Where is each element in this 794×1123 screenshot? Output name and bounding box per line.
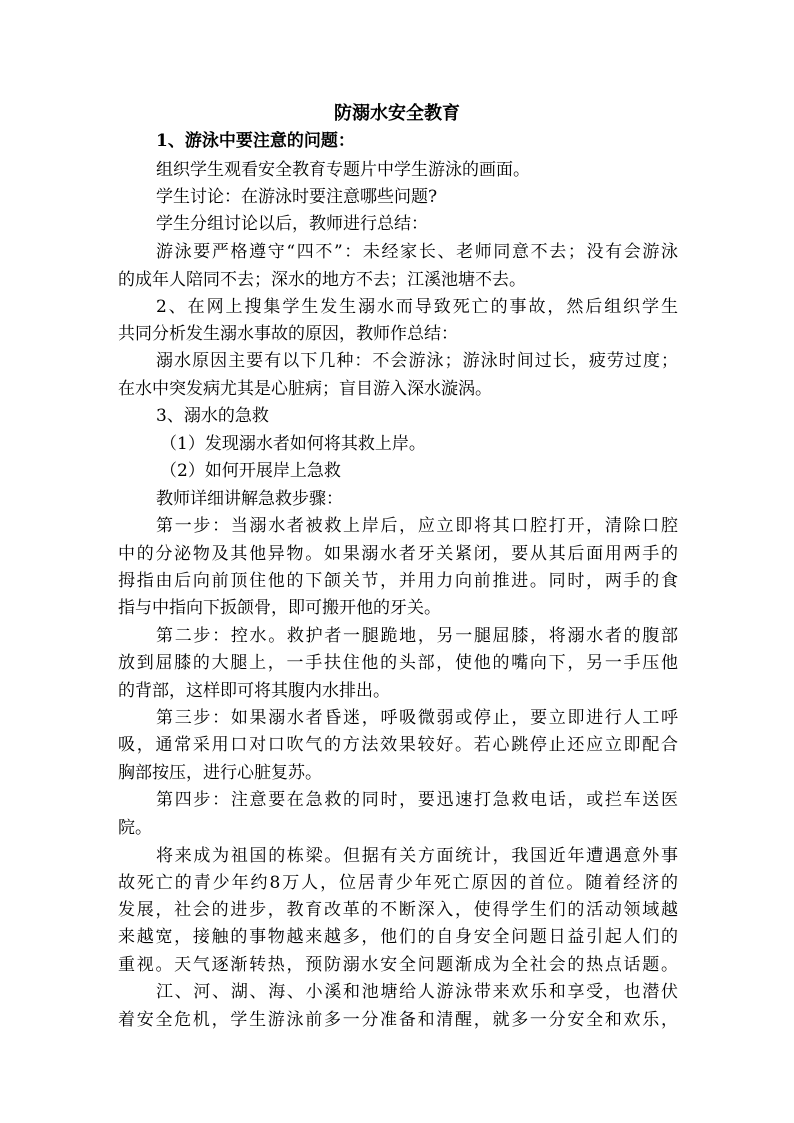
paragraph-line: 游泳要严格遵守“四不”：未经家长、老师同意不去；没有会游泳 (156, 242, 678, 262)
paragraph-line: 在水中突发病尤其是心脏病；盲目游入深水漩涡。 (118, 379, 492, 399)
paragraph-line: 共同分析发生溺水事故的原因，教师作总结： (118, 324, 458, 344)
paragraph-line: 第一步：当溺水者被救上岸后，应立即将其口腔打开，清除口腔 (156, 516, 678, 536)
paragraph-line: 发展，社会的进步，教育改革的不断深入，使得学生们的活动领域越 (118, 900, 678, 920)
paragraph-line: 第二步：控水。救护者一腿跪地，另一腿屈膝，将溺水者的腹部 (156, 626, 678, 646)
paragraph-line: 将来成为祖国的栋梁。但据有关方面统计，我国近年遭遇意外事 (156, 846, 678, 866)
paragraph-line: 第四步：注意要在急救的同时，要迅速打急救电话，或拦车送医 (156, 790, 678, 810)
paragraph-line: 吸，通常采用口对口吹气的方法效果较好。若心跳停止还应立即配合 (118, 735, 678, 755)
paragraph-line: 放到屈膝的大腿上，一手扶住他的头部，使他的嘴向下，另一手压他 (118, 653, 678, 673)
paragraph-line: 拇指由后向前顶住他的下颌关节，并用力向前推进。同时，两手的食 (118, 571, 678, 591)
paragraph-line: 教师详细讲解急救步骤： (156, 489, 343, 509)
paragraph-line: 的成年人陪同不去；深水的地方不去；江溪池塘不去。 (118, 270, 526, 290)
section-heading: 3、溺水的急救 (156, 406, 269, 426)
list-item: （2）如何开展岸上急救 (160, 461, 341, 481)
section-heading: 2、在网上搜集学生发生溺水而导致死亡的事故，然后组织学生 (156, 297, 678, 317)
list-item: （1）发现溺水者如何将其救上岸。 (160, 434, 426, 454)
paragraph-line: 故死亡的青少年约8万人，位居青少年死亡原因的首位。随着经济的 (118, 873, 678, 893)
paragraph-line: 溺水原因主要有以下几种：不会游泳；游泳时间过长，疲劳过度； (156, 351, 678, 371)
paragraph-line: 组织学生观看安全教育专题片中学生游泳的画面。 (156, 160, 530, 180)
paragraph-line: 第三步：如果溺水者昏迷，呼吸微弱或停止，要立即进行人工呼 (156, 708, 678, 728)
paragraph-line: 江、河、湖、海、小溪和池塘给人游泳带来欢乐和享受，也潜伏 (156, 982, 678, 1002)
paragraph-line: 胸部按压，进行心脏复苏。 (118, 763, 322, 783)
paragraph-line: 院。 (118, 818, 152, 838)
paragraph-line: 中的分泌物及其他异物。如果溺水者牙关紧闭，要从其后面用两手的 (118, 544, 678, 564)
paragraph-line: 重视。天气逐渐转热，预防溺水安全问题渐成为全社会的热点话题。 (118, 955, 678, 975)
paragraph-line: 着安全危机，学生游泳前多一分准备和清醒，就多一分安全和欢乐， (118, 1010, 678, 1030)
section-heading: 1、游泳中要注意的问题： (156, 131, 355, 151)
paragraph-line: 学生分组讨论以后，教师进行总结： (156, 214, 428, 234)
paragraph-line: 学生讨论：在游泳时要注意哪些问题? (156, 187, 438, 207)
paragraph-line: 指与中指向下扳颌骨，即可搬开他的牙关。 (118, 598, 441, 618)
document-title: 防溺水安全教育 (334, 103, 460, 124)
paragraph-line: 来越宽，接触的事物越来越多，他们的自身安全问题日益引起人们的 (118, 927, 678, 947)
paragraph-line: 的背部，这样即可将其腹内水排出。 (118, 681, 390, 701)
